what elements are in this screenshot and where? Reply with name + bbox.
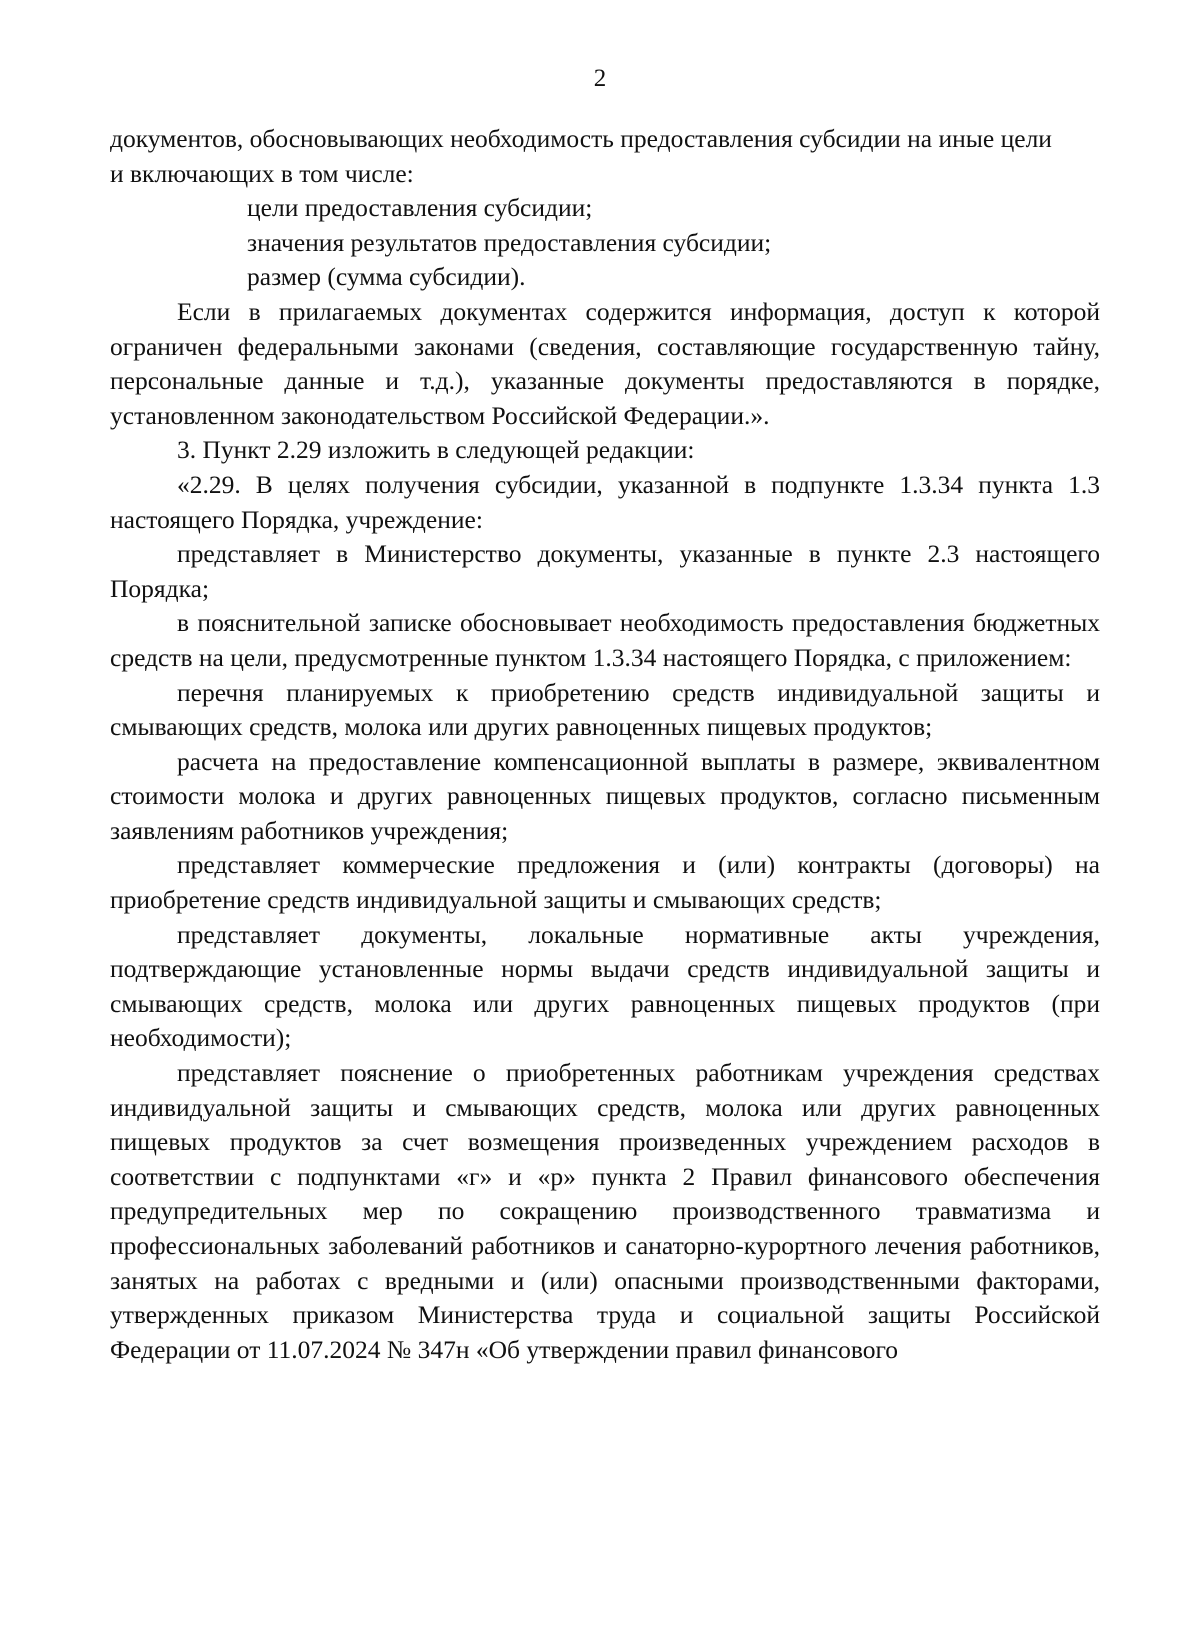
paragraph-compensation-calc: расчета на предоставление компенсационной выплаты в размере, эквивалентном стоимости молока и других равноценных пищевых продуктов, согласно письменным заявлениям работников учреждения; — [110, 746, 1100, 845]
paragraph-explanatory-note: в пояснительной записке обосновывает необходимость предоставления бюджетных средств на цели, предусмотренные пунктом 1.3.34 настоящего Порядка, с приложением: — [110, 608, 1100, 672]
intro-paragraph: документов, обосновывающих необходимость предоставления субсидии на иные цели — [110, 124, 1052, 153]
list-item: цели предоставления субсидии; — [247, 193, 593, 223]
paragraph-2-29: «2.29. В целях получения субсидии, указанной в подпункте 1.3.34 пункта 1.3 настоящего Порядка, учреждение: — [110, 469, 1100, 534]
list-item: значения результатов предоставления субсидии; — [247, 227, 772, 257]
paragraph-confidential-info: Если в прилагаемых документах содержится информация, доступ к которой ограничен федеральными законами (сведения, составляющие государственную тайну, персональные данные и т.д.), указанные документы предоставляются в порядке, установленном законодательством Российской Федерации.». — [110, 296, 1100, 430]
paragraph-explanation: представляет пояснение о приобретенных работникам учреждения средствах индивидуальной защиты и смывающих средств, молока или других равноценных пищевых продуктов за счет возмещения произведенных учреждением расходов в соответствии с подпунктами «г» и «р» пункта 2 Правил финансового обеспечения предупредительных мер по сокращению производственного травматизма и профессиональных заболеваний работников и санаторно-курортного лечения работников, занятых на работах с вредными и (или) опасными производственными факторами, утвержденных приказом Министерства труда и социальной защиты Российской Федерации от 11.07.2024 № 347н «Об утверждении правил финансового — [110, 1058, 1100, 1364]
paragraph-submits-documents: представляет в Министерство документы, указанные в пункте 2.3 настоящего Порядка; — [110, 539, 1100, 603]
paragraph-item-3: 3. Пункт 2.29 изложить в следующей редакции: — [177, 435, 695, 465]
paragraph-local-acts: представляет документы, локальные нормативные акты учреждения, подтверждающие установленные нормы выдачи средств индивидуальной защиты и смывающих средств, молока или других равноценных пищевых продуктов (при необходимости); — [110, 919, 1100, 1053]
list-item: размер (сумма субсидии). — [247, 262, 526, 292]
document-body — [110, 122, 1100, 1367]
intro-continuation: и включающих в том числе: — [110, 158, 414, 188]
paragraph-ppe-list: перечня планируемых к приобретению средств индивидуальной защиты и смывающих средств, молока или других равноценных пищевых продуктов; — [110, 677, 1100, 742]
paragraph-commercial-offers: представляет коммерческие предложения и (или) контракты (договоры) на приобретение средств индивидуальной защиты и смывающих средств; — [110, 850, 1100, 915]
page-number: 2 — [593, 65, 607, 92]
